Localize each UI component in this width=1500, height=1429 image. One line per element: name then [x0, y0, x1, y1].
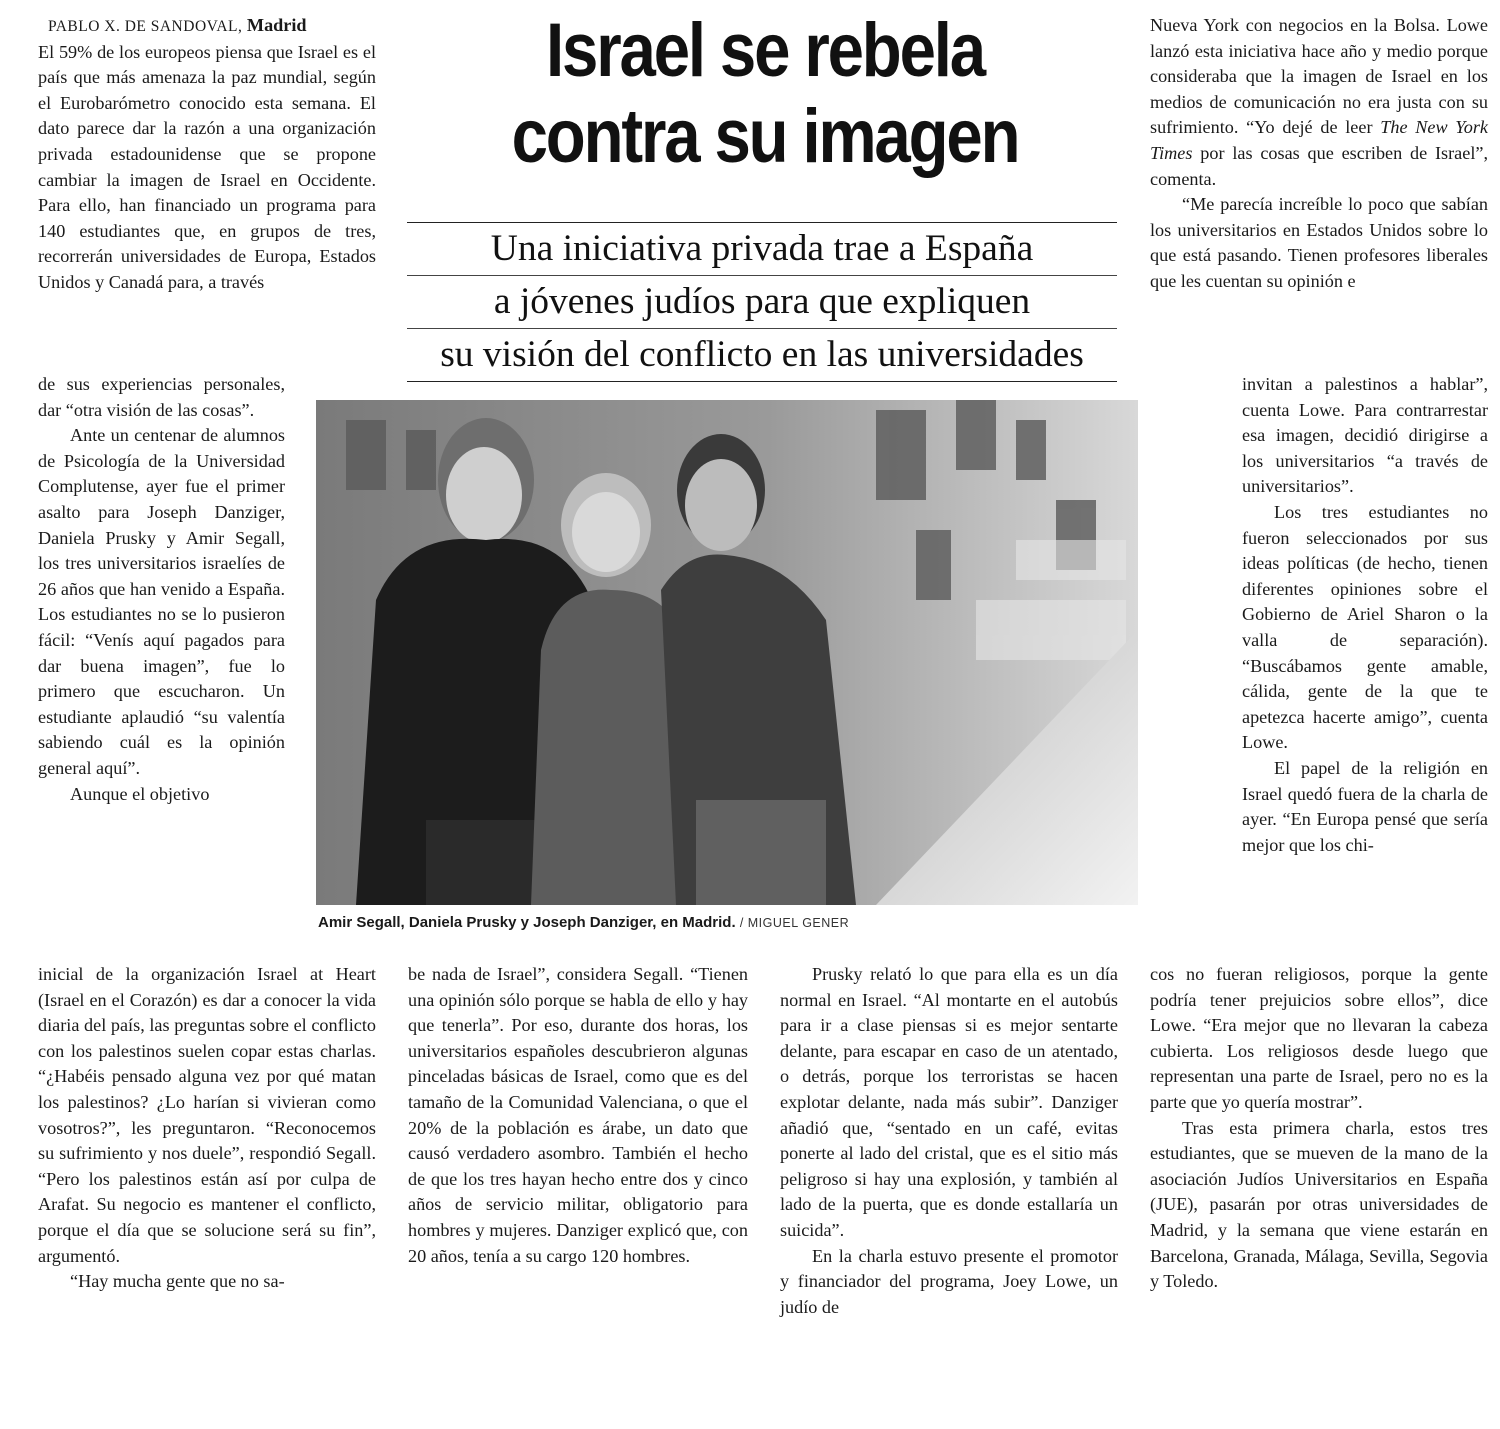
paragraph: Ante un centenar de alumnos de Psicología de la Universidad Complutense, ayer fue el primer asalto para Joseph Danziger, Daniela Prusky y Amir Segall, los tres universitarios israelíes de 26 años que han venido a España. Los estudiantes no se lo pusieron fácil: “Venís aquí pagados para dar buena imagen”, fue lo primero que escucharon. Un estudiante aplaudió “su valentía sabiendo cuál es la opinión general aquí”.: [38, 425, 285, 778]
paragraph: cos no fueran religiosos, porque la gente podría tener prejuicios sobre ellos”, dice Lowe. “Era mejor que no llevaran la cabeza cubierta. Los religiosos desde luego que representan una parte de Israel, pero no es la parte que yo quería mostrar”.: [1150, 964, 1488, 1112]
photo-illustration: [316, 400, 1138, 905]
subhead-line-3: su visión del conflicto en las universidades: [407, 328, 1117, 381]
paragraph: El papel de la religión en Israel quedó fuera de la charla de ayer. “En Europa pensé que sería mejor que los chi-: [1242, 757, 1488, 855]
paragraph: Tras esta primera charla, estos tres estudiantes, que se mueven de la mano de la asociación Judíos Universitarios en España (JUE), pasarán por otras universidades de Madrid, y la semana que viene estarán en Barcelona, Granada, Málaga, Sevilla, Segovia y Toledo.: [1150, 1117, 1488, 1292]
column-3: [780, 962, 1118, 1320]
byline-city: Madrid: [246, 15, 307, 35]
byline: [38, 13, 376, 40]
subheadline: [407, 222, 1117, 382]
column-1-bottom: [38, 962, 376, 1295]
paragraph: invitan a palestinos a hablar”, cuenta Lowe. Para contrarrestar esa imagen, decidió dirigirse a los universitarios “a través de universitarios”.: [1242, 374, 1488, 497]
column-1-top: [38, 13, 376, 296]
photo-credit: / MIGUEL GENER: [739, 916, 850, 930]
column-2: [408, 962, 748, 1269]
paragraph: Prusky relató lo que para ella es un día normal en Israel. “Al montarte en el autobús para ir a clase piensas si es mejor sentarte delante, para escapar en caso de un atentado, o detrás, porque los terroristas se hacen explotar delante, nada más subir”. Danziger añadió que, “sentado en un café, evitas ponerte al lado del cristal, que es el sitio más peligroso si hay una explosión, y también al lado de la puerta, que es donde estallaría un suicida”.: [780, 964, 1118, 1240]
headline: [451, 8, 1079, 180]
subhead-line-2: a jóvenes judíos para que expliquen: [407, 275, 1117, 328]
column-1-mid: [38, 372, 285, 807]
paragraph: Aunque el objetivo: [70, 783, 210, 804]
photo-caption: [318, 914, 849, 931]
paragraph: Los tres estudiantes no fueron seleccionados por sus ideas políticas (de hecho, tienen diferentes opiniones sobre el Gobierno de Ariel Sharon o la valla de separación). “Buscábamos gente amable, cálida, gente de la que te apetezca hacerte amigo”, cuenta Lowe.: [1242, 501, 1488, 753]
column-4-bottom: [1150, 962, 1488, 1295]
paragraph: be nada de Israel”, considera Segall. “Tienen una opinión sólo porque se habla de ello y hay que tenerla”. Por eso, durante dos horas, los universitarios españoles descubrieron algunas pinceladas básicas de Israel, como que es del tamaño de la Comunidad Valenciana, o que el 20% de la población es árabe, un dato que causó verdadero asombro. También el hecho de que los tres hayan hecho entre dos y cinco años de servicio militar, obligatorio para hombres y mujeres. Danziger explicó que, con 20 años, tenía a su cargo 120 hombres.: [408, 964, 748, 1266]
paragraph: “Me parecía increíble lo poco que sabían los universitarios en Estados Unidos sobre lo que está pasando. Tienen profesores liberales que les cuentan su opinión e: [1150, 194, 1488, 291]
column-4-top: [1150, 13, 1488, 295]
paragraph: El 59% de los europeos piensa que Israel es el país que más amenaza la paz mundial, según el Eurobarómetro conocido esta semana. El dato parece dar la razón a una organización privada estadounidense que se propone cambiar la imagen de Israel en Occidente. Para ello, han financiado un programa para 140 estudiantes que, en grupos de tres, recorrerán universidades de Europa, Estados Unidos y Canadá para, a través: [38, 41, 376, 292]
byline-author: PABLO X. DE SANDOVAL,: [48, 18, 243, 35]
paragraph: de sus experiencias personales, dar “otra visión de las cosas”.: [38, 374, 285, 420]
caption-text: Amir Segall, Daniela Prusky y Joseph Danziger, en Madrid.: [318, 914, 736, 931]
headline-line-1: Israel se rebela: [545, 8, 984, 93]
paragraph: En la charla estuvo presente el promotor y financiador del programa, Joey Lowe, un judío de: [780, 1245, 1118, 1317]
paragraph: [1150, 13, 1488, 192]
subhead-line-1: Una iniciativa privada trae a España: [490, 228, 1034, 269]
paragraph: “Hay mucha gente que no sa-: [70, 1271, 285, 1292]
text-run: Nueva York con negocios en la Bolsa. Lowe lanzó esta iniciativa hace año y medio porque consideraba que la imagen de Israel en los medios de comunicación no era justa con su sufrimiento. “Yo dejé de leer: [1150, 15, 1488, 138]
text-run: por las cosas que escriben de Israel”, comenta.: [1150, 142, 1488, 189]
paragraph: inicial de la organización Israel at Heart (Israel en el Corazón) es dar a conocer la vida diaria del país, las preguntas sobre el conflicto con los palestinos suelen copar estas charlas. “¿Habéis pensado alguna vez por qué matan los palestinos? ¿Lo harían si vivieran como vosotros?”, les preguntaron. “Reconocemos su sufrimiento y nos duele”, respondió Segall. “Pero los palestinos están así por culpa de Arafat. Su negocio es mantener el conflicto, porque el día que se solucione será su fin”, argumentó.: [38, 964, 376, 1266]
article-photo: [316, 400, 1138, 905]
column-4-mid: [1242, 372, 1488, 858]
newspaper-title: The New York Times: [1150, 117, 1488, 163]
headline-line-2: contra su imagen: [511, 94, 1019, 179]
